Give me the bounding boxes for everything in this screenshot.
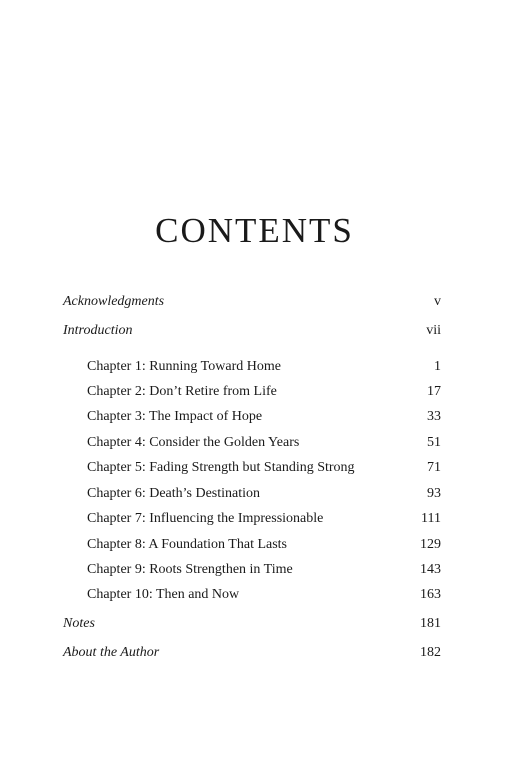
toc-entry-label: Chapter 9: Roots Strengthen in Time [87,562,293,577]
toc-entry-page: 181 [420,616,441,631]
toc-entry-page: 129 [420,537,441,552]
toc-entry-label: Chapter 5: Fading Strength but Standing Strong [87,460,355,475]
toc-entry-label: Acknowledgments [63,294,165,309]
page-title: CONTENTS [155,211,354,250]
toc-entry-page: 1 [434,359,441,374]
toc-entry-chapter-9[interactable] [87,559,441,581]
toc-entry-chapter-7[interactable] [87,508,441,530]
toc-entry-page: 17 [427,384,441,399]
toc-entry-label: About the Author [63,645,160,660]
toc-entry-chapter-2[interactable] [87,381,441,403]
toc-entry-page: 182 [420,645,441,660]
toc-entry-chapter-6[interactable] [87,483,441,505]
toc-entry-chapter-5[interactable] [87,457,441,479]
toc-entry-introduction[interactable] [63,320,441,342]
toc-entry-chapter-10[interactable] [87,584,441,606]
toc-entry-label: Chapter 6: Death’s Destination [87,486,261,501]
toc-entry-acknowledgments[interactable] [63,291,441,313]
toc-entry-page: 33 [427,409,441,424]
toc-entry-chapter-4[interactable] [87,432,441,454]
toc-entry-label: Chapter 7: Influencing the Impressionable [87,511,324,526]
toc-entry-page: 143 [420,562,441,577]
toc-entry-label: Chapter 10: Then and Now [87,587,240,602]
toc-entry-label: Notes [63,616,95,631]
toc-entry-label: Chapter 2: Don’t Retire from Life [87,384,277,399]
toc-entry-page: 51 [427,435,441,450]
toc-entry-label: Chapter 1: Running Toward Home [87,359,281,374]
toc-entry-label: Chapter 3: The Impact of Hope [87,409,263,424]
toc-entry-label: Chapter 8: A Foundation That Lasts [87,537,288,552]
toc-entry-page: 111 [421,511,441,526]
toc-entry-page: 93 [427,486,441,501]
toc-entry-chapter-3[interactable] [87,406,441,428]
toc-entry-page: 163 [420,587,441,602]
toc-entry-label: Introduction [63,323,133,338]
toc-entry-label: Chapter 4: Consider the Golden Years [87,435,300,450]
toc-entry-chapter-8[interactable] [87,534,441,556]
toc-entry-about-the-author[interactable] [63,642,441,664]
toc-entry-page: vii [426,323,441,338]
toc-entry-page: v [434,294,441,309]
toc-entry-chapter-1[interactable] [87,356,441,378]
toc-entry-page: 71 [427,460,441,475]
toc-entry-notes[interactable] [63,613,441,635]
